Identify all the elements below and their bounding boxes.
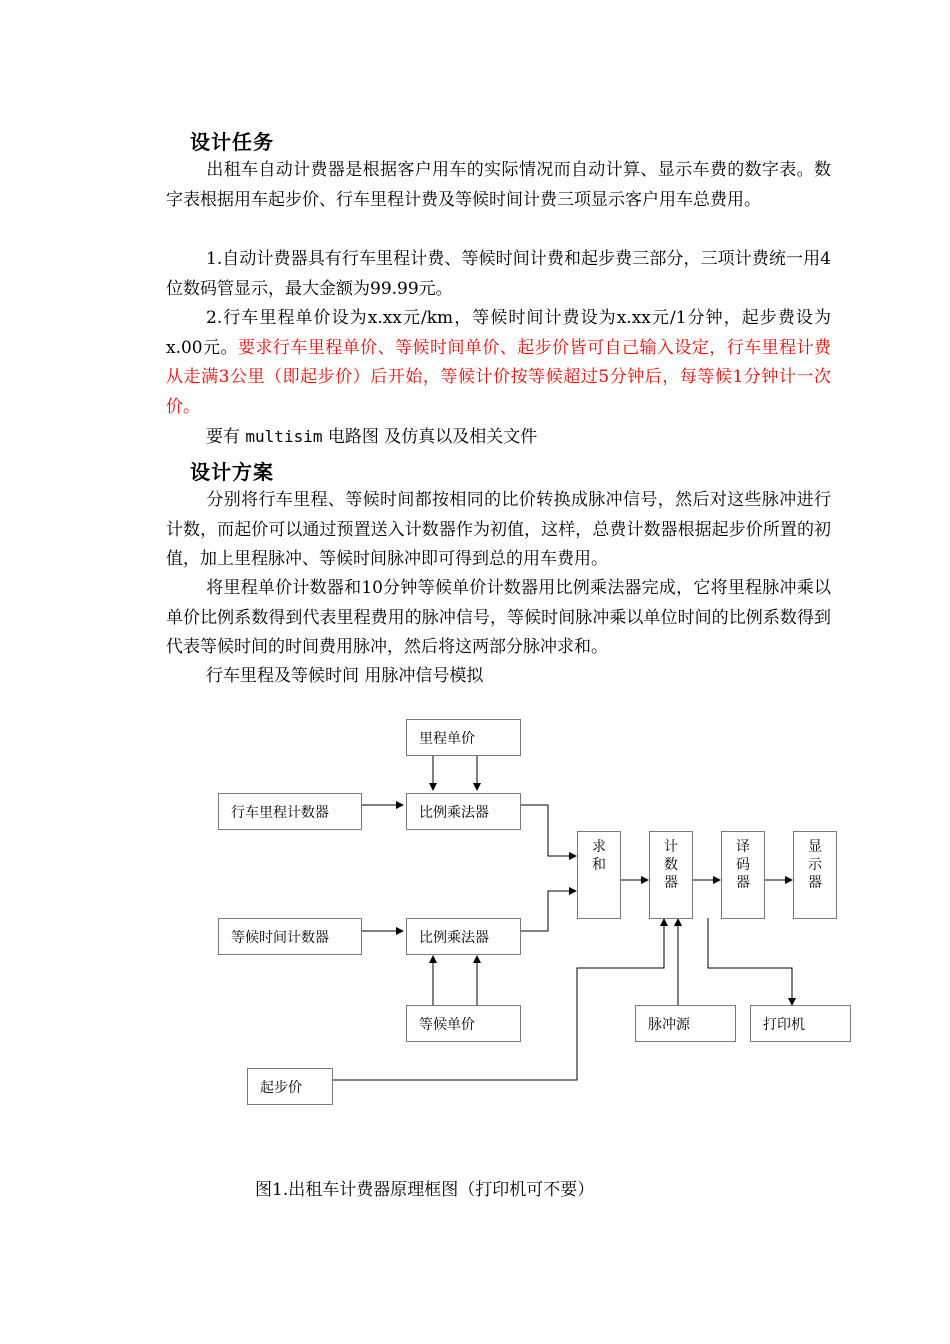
multiplier-bottom-label: 比例乘法器 bbox=[419, 930, 489, 946]
figure-caption: 图1.出租车计费器原理框图（打印机可不要） bbox=[255, 1180, 595, 1200]
task-paragraph-1-text: 出租车自动计费器是根据客户用车的实际情况而自动计算、显示车费的数字表。数字表根据用车起步价、行车里程计费及等候时间计费三项显示客户用车总费用。 bbox=[166, 160, 831, 210]
wire-multtop-to-sum bbox=[521, 805, 576, 856]
sum-label: 求和 bbox=[592, 839, 606, 873]
counter-label: 计数器 bbox=[664, 839, 678, 891]
sum-box bbox=[577, 831, 621, 919]
mileage-price-box bbox=[406, 719, 521, 756]
multiplier-top-label: 比例乘法器 bbox=[419, 805, 489, 821]
multiplier-top-box bbox=[406, 793, 521, 830]
section-heading-task: 设计任务 bbox=[190, 130, 274, 154]
wire-multbot-to-sum bbox=[521, 891, 576, 931]
decoder-box bbox=[721, 831, 765, 919]
plan-paragraph-2-text: 将里程单价计数器和10分钟等候单价计数器用比例乘法器完成，它将里程脉冲乘以单价比例系数得到代表里程费用的脉冲信号，等候时间脉冲乘以单位时间的比例系数得到代表等候时间的时间费用脉冲，然后将这两部分脉冲求和。 bbox=[166, 578, 831, 657]
task-paragraph-4-a: 要有 bbox=[206, 427, 240, 447]
multisim-text: multisim bbox=[245, 427, 323, 446]
printer-label: 打印机 bbox=[763, 1017, 805, 1033]
start-price-label: 起步价 bbox=[260, 1080, 302, 1096]
task-paragraph-2-text: 1.自动计费器具有行车里程计费、等候时间计费和起步费三部分，三项计费统一用4位数码管显示，最大金额为99.99元。 bbox=[166, 249, 831, 299]
wait-counter-box bbox=[218, 918, 362, 955]
wait-counter-label: 等候时间计数器 bbox=[231, 930, 329, 946]
plan-paragraph-3-text: 行车里程及等候时间 用脉冲信号模拟 bbox=[206, 666, 484, 686]
wire-counter-to-printer bbox=[708, 918, 792, 1005]
start-price-box bbox=[247, 1068, 333, 1105]
wait-price-label: 等候单价 bbox=[419, 1017, 475, 1033]
pulse-source-label: 脉冲源 bbox=[648, 1017, 690, 1033]
decoder-label: 译码器 bbox=[736, 839, 750, 891]
mileage-price-label: 里程单价 bbox=[419, 731, 475, 747]
mileage-counter-label: 行车里程计数器 bbox=[231, 805, 329, 821]
wait-price-box bbox=[406, 1005, 521, 1042]
task-requirement-red: 要求行车里程单价、等候时间单价、起步价皆可自己输入设定，行车里程计费从走满3公里（即起步价）后开始，等候计价按等候超过5分钟后，每等候1分钟计一次价。 bbox=[166, 337, 832, 417]
mileage-counter-box bbox=[218, 793, 362, 830]
printer-box bbox=[750, 1005, 851, 1042]
multiplier-bottom-box bbox=[406, 918, 521, 955]
pulse-source-box bbox=[635, 1005, 736, 1042]
task-paragraph-3-text: 2.行车里程单价设为x.xx元/km，等候时间计费设为x.xx元/1分钟，起步费设为x.00元。 bbox=[166, 308, 831, 358]
plan-paragraph-1-text: 分别将行车里程、等候时间都按相同的比价转换成脉冲信号，然后对这些脉冲进行计数，而起价可以通过预置送入计数器作为初值，这样，总费计数器根据起步价所置的初值，加上里程脉冲、等候时间脉冲即可得到总的用车费用。 bbox=[166, 490, 831, 569]
section-heading-plan: 设计方案 bbox=[190, 460, 274, 484]
display-label: 显示器 bbox=[808, 839, 822, 891]
display-box bbox=[793, 831, 837, 919]
counter-box bbox=[649, 831, 693, 919]
task-paragraph-4-b: 电路图 及仿真以及相关文件 bbox=[327, 427, 538, 447]
